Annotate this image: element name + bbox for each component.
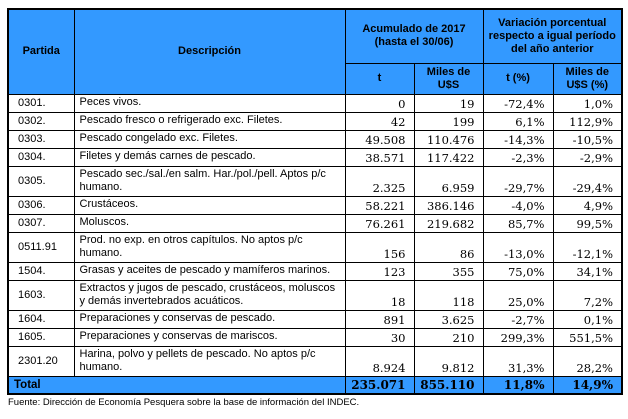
value-t-pct: -13,0% [483,232,553,262]
total-label: Total [8,376,345,394]
source-note: Fuente: Dirección de Economía Pesquera sobre la base de información del INDEC. [8,397,360,408]
value-t-pct: -2,3% [483,148,553,166]
value-miles-uss: 9.812 [414,346,483,376]
value-miles-uss: 6.959 [414,166,483,196]
value-miles-uss: 118 [414,280,483,310]
table-row [8,166,622,196]
value-t-pct: 85,7% [483,214,553,232]
description-cell: Pescado fresco o refrigerado exc. Filetes. [74,112,345,130]
value-miles-uss: 199 [414,112,483,130]
table-row [8,310,622,328]
partida-cell: 0305. [8,166,74,196]
col-group-variacion-porcentual: Variación porcentual respecto a igual período del año anterior [483,9,622,63]
value-miles-uss-pct: 551,5% [553,328,622,346]
table-row [8,232,622,262]
value-miles-uss: 210 [414,328,483,346]
value-miles-uss: 19 [414,94,483,112]
value-t: 891 [345,310,414,328]
partida-cell: 2301.20 [8,346,74,376]
partida-cell: 0307. [8,214,74,232]
value-miles-uss-pct: 1,0% [553,94,622,112]
value-miles-uss-pct: -2,9% [553,148,622,166]
partida-cell: 1604. [8,310,74,328]
partida-cell: 0306. [8,196,74,214]
value-miles-uss-pct: 112,9% [553,112,622,130]
table-row [8,214,622,232]
col-header-partida: Partida [8,9,74,94]
table-row [8,112,622,130]
value-miles-uss: 355 [414,262,483,280]
value-t: 2.325 [345,166,414,196]
fishery-export-table [7,8,623,395]
table-row [8,262,622,280]
description-cell: Harina, polvo y pellets de pescado. No aptos p/c humano. [74,346,345,376]
value-t-pct: 299,3% [483,328,553,346]
value-miles-uss-pct: 4,9% [553,196,622,214]
value-t: 123 [345,262,414,280]
table-row [8,94,622,112]
partida-cell: 0302. [8,112,74,130]
value-t: 30 [345,328,414,346]
header-row-groups [8,9,622,63]
partida-cell: 0511.91 [8,232,74,262]
partida-cell: 0303. [8,130,74,148]
table-row [8,280,622,310]
table-row [8,130,622,148]
value-t: 18 [345,280,414,310]
page [0,8,628,419]
value-miles-uss-pct: 99,5% [553,214,622,232]
value-t-pct: 75,0% [483,262,553,280]
col-header-descripcion: Descripción [74,9,345,94]
value-t: 156 [345,232,414,262]
total-t-pct: 11,8% [483,376,553,394]
value-t-pct: -14,3% [483,130,553,148]
value-t: 76.261 [345,214,414,232]
value-t-pct: -2,7% [483,310,553,328]
total-row [8,376,622,394]
value-miles-uss-pct: -29,4% [553,166,622,196]
col-header-miles-uss-pct: Miles de U$S (%) [553,63,622,94]
description-cell: Prod. no exp. en otros capítulos. No aptos p/c humano. [74,232,345,262]
value-miles-uss-pct: 7,2% [553,280,622,310]
value-t: 49.508 [345,130,414,148]
value-t-pct: -72,4% [483,94,553,112]
description-cell: Extractos y jugos de pescado, crustáceos, moluscos y demás invertebrados acuáticos. [74,280,345,310]
partida-cell: 0304. [8,148,74,166]
description-cell: Grasas y aceites de pescado y mamíferos marinos. [74,262,345,280]
value-t: 58.221 [345,196,414,214]
table-row [8,148,622,166]
col-group-acumulado-2017: Acumulado de 2017 (hasta el 30/06) [345,9,483,63]
value-t: 38.571 [345,148,414,166]
value-t-pct: 6,1% [483,112,553,130]
description-cell: Pescado sec./sal./en salm. Har./pol./pell. Aptos p/c humano. [74,166,345,196]
value-t: 0 [345,94,414,112]
value-miles-uss-pct: -10,5% [553,130,622,148]
description-cell: Preparaciones y conservas de pescado. [74,310,345,328]
description-cell: Pescado congelado exc. Filetes. [74,130,345,148]
value-t: 42 [345,112,414,130]
table-row [8,346,622,376]
value-miles-uss: 86 [414,232,483,262]
value-miles-uss: 386.146 [414,196,483,214]
value-miles-uss: 3.625 [414,310,483,328]
table-row [8,328,622,346]
total-miles-uss-pct: 14,9% [553,376,622,394]
value-miles-uss: 117.422 [414,148,483,166]
partida-cell: 1504. [8,262,74,280]
partida-cell: 1605. [8,328,74,346]
value-miles-uss-pct: 34,1% [553,262,622,280]
partida-cell: 0301. [8,94,74,112]
col-header-miles-uss: Miles de U$S [414,63,483,94]
col-header-t: t [345,63,414,94]
value-miles-uss: 110.476 [414,130,483,148]
value-miles-uss-pct: -12,1% [553,232,622,262]
value-miles-uss: 219.682 [414,214,483,232]
description-cell: Crustáceos. [74,196,345,214]
description-cell: Peces vivos. [74,94,345,112]
table-row [8,196,622,214]
value-miles-uss-pct: 28,2% [553,346,622,376]
col-header-t-pct: t (%) [483,63,553,94]
total-miles-uss: 855.110 [414,376,483,394]
partida-cell: 1603. [8,280,74,310]
value-t: 8.924 [345,346,414,376]
total-t: 235.071 [345,376,414,394]
value-t-pct: 25,0% [483,280,553,310]
description-cell: Filetes y demás carnes de pescado. [74,148,345,166]
value-t-pct: 31,3% [483,346,553,376]
description-cell: Moluscos. [74,214,345,232]
value-t-pct: -4,0% [483,196,553,214]
description-cell: Preparaciones y conservas de mariscos. [74,328,345,346]
value-t-pct: -29,7% [483,166,553,196]
value-miles-uss-pct: 0,1% [553,310,622,328]
